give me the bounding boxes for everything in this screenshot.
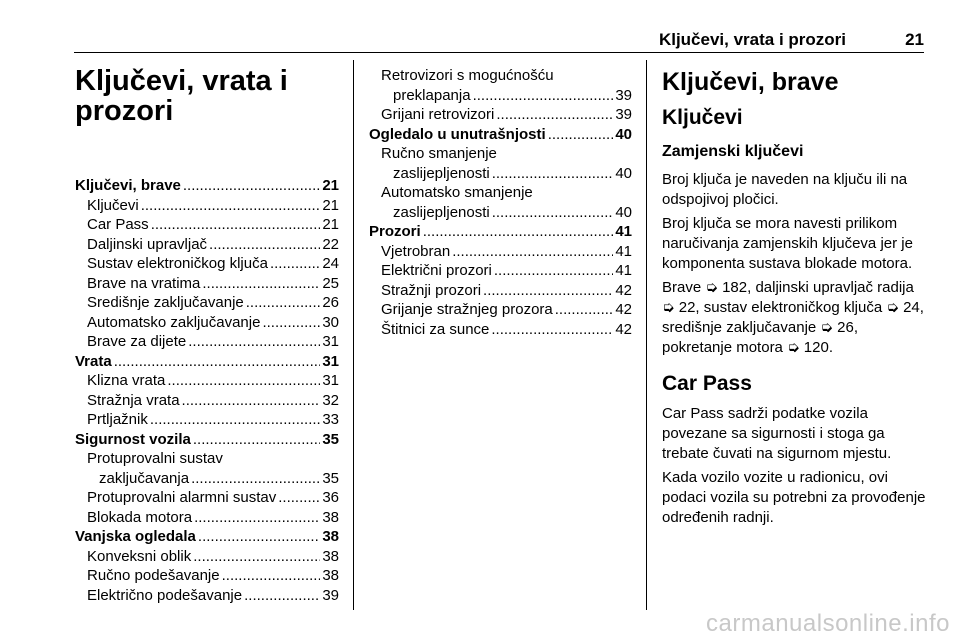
column-divider-right [646, 60, 647, 610]
toc-page-number: 42 [615, 320, 632, 338]
toc-leader-dots [262, 313, 320, 333]
toc-leader-dots [167, 371, 320, 391]
toc-leader-dots [202, 274, 320, 294]
running-title: Ključevi, vrata i prozori [658, 30, 846, 49]
toc-entry [369, 281, 632, 301]
paragraph-key-number: Broj ključa je naveden na ključu ili na odspojivoj pločici. [662, 171, 908, 208]
toc-entry [75, 332, 339, 352]
toc-entry [75, 254, 339, 274]
toc-page-number: 21 [322, 177, 339, 194]
toc-leader-dots [494, 261, 613, 281]
toc-page-number: 22 [322, 235, 339, 253]
toc-section-entry [75, 527, 339, 547]
toc-page-number: 38 [322, 567, 339, 584]
toc-page-number: 33 [322, 411, 339, 428]
paragraph-key-order: Broj ključa se mora navesti prilikom naručivanja zamjenskih ključeva jer je komponenta sustava blokade motora. [662, 215, 913, 272]
toc-leader-dots [150, 410, 320, 430]
toc-column-2 [369, 60, 632, 339]
toc-page-number: 31 [322, 372, 339, 389]
toc-page-number: 41 [615, 262, 632, 279]
toc-page-number: 39 [615, 106, 632, 123]
toc-leader-dots [270, 254, 320, 274]
toc-entry-line: Automatsko smanjenje [381, 184, 533, 201]
toc-leader-dots [183, 176, 320, 196]
toc-page-number: 40 [615, 203, 632, 221]
toc-entry [75, 313, 339, 333]
toc-entry-text: Daljinski upravljač [87, 235, 208, 253]
toc-page-number: 30 [322, 313, 339, 331]
toc-page-number: 21 [322, 216, 339, 233]
section-heading: Ključevi, brave [662, 68, 839, 96]
toc-page-number: 38 [322, 547, 339, 565]
content-column [662, 60, 930, 532]
paragraph-references: Brave ➭ 182, daljinski upravljač radija ➭ 22, sustav elektroničkog ključa ➭ 24, središnje zaključavanje ➭ 26, pokretanje motora ➭ 120. [662, 279, 924, 356]
toc-leader-dots [222, 566, 321, 586]
toc-entry [75, 449, 339, 488]
toc-page-number: 36 [322, 489, 339, 506]
toc-leader-dots [194, 508, 320, 528]
toc-page-number: 42 [615, 281, 632, 299]
paragraph-car-pass: Car Pass sadrži podatke vozila povezane sa sigurnosti i stoga ga trebate čuvati na sigurnom mjestu. [662, 405, 892, 462]
toc-leader-dots [423, 222, 614, 242]
toc-page-number: 40 [615, 164, 632, 182]
toc-entry-text: Blokada motora [87, 508, 193, 526]
toc-entry [75, 293, 339, 313]
toc-entry-text: Vanjska ogledala [75, 528, 196, 545]
toc-page-number: 21 [322, 196, 339, 214]
toc-column-1 [75, 60, 339, 605]
toc-leader-dots [492, 164, 614, 184]
toc-entry-text: Sigurnost vozila [75, 430, 191, 448]
toc-entry-text: zaslijepljenosti [393, 164, 490, 182]
toc-entry-text: Vrata [75, 352, 112, 370]
toc-page-number: 41 [615, 242, 632, 260]
toc-entry-text: Sustav elektroničkog ključa [87, 255, 268, 272]
toc-leader-dots [491, 320, 613, 340]
toc-entry-text: Električni prozori [381, 262, 492, 279]
toc-leader-dots [548, 125, 614, 145]
toc-leader-dots [193, 547, 320, 567]
toc-entry [75, 586, 339, 606]
toc-page-number: 35 [322, 430, 339, 448]
toc-entry [75, 566, 339, 586]
toc-entry-text: Ključevi, brave [75, 177, 181, 194]
toc-page-number: 31 [322, 352, 339, 370]
toc-leader-dots [246, 293, 321, 313]
toc-entry [369, 105, 632, 125]
toc-entry [369, 300, 632, 320]
toc-entry-text: Protuprovalni alarmni sustav [87, 489, 277, 506]
toc-page-number: 39 [322, 586, 339, 604]
toc-entry-text: Stražnji prozori [381, 281, 482, 299]
toc-entry-text: Brave na vratima [87, 274, 201, 292]
toc-section-entry [369, 222, 632, 242]
toc-leader-dots [244, 586, 320, 606]
toc-entry-text: Prozori [369, 223, 421, 240]
toc-leader-dots [473, 86, 614, 106]
toc-entry-text: preklapanja [393, 86, 471, 104]
toc-entry-text: Stražnja vrata [87, 391, 180, 409]
toc-entry-text: Konveksni oblik [87, 547, 192, 565]
car-pass-heading: Car Pass [662, 372, 752, 395]
chapter-title: Ključevi, vrata i prozori [75, 65, 288, 127]
toc-entry [369, 261, 632, 281]
toc-entry [75, 196, 339, 216]
toc-entry [369, 183, 632, 222]
toc-leader-dots [492, 203, 614, 223]
toc-page-number: 39 [615, 86, 632, 104]
toc-entry-line: Protuprovalni sustav [87, 450, 223, 467]
toc-page-number: 38 [322, 528, 339, 545]
toc-entry [369, 144, 632, 183]
toc-leader-dots [191, 469, 320, 489]
toc-list-2 [369, 66, 632, 339]
toc-leader-dots [141, 196, 321, 216]
toc-page-number: 38 [322, 508, 339, 526]
toc-leader-dots [452, 242, 613, 262]
page-header [74, 22, 924, 53]
toc-leader-dots [198, 527, 320, 547]
toc-page-number: 40 [615, 125, 632, 143]
toc-entry-line: Retrovizori s mogućnošću [381, 67, 554, 84]
toc-page-number: 42 [615, 301, 632, 318]
toc-entry-text: Štitnici za sunce [381, 320, 490, 338]
toc-page-number: 24 [322, 255, 339, 272]
toc-section-entry [75, 176, 339, 196]
toc-entry-text: Električno podešavanje [87, 586, 243, 604]
toc-page-number: 41 [615, 223, 632, 240]
toc-entry [75, 508, 339, 528]
toc-page-number: 26 [322, 294, 339, 311]
toc-entry-text: Automatsko zaključavanje [87, 313, 261, 331]
toc-entry-text: Ručno podešavanje [87, 567, 220, 584]
toc-entry-text: Grijanje stražnjeg prozora [381, 301, 553, 318]
toc-entry [75, 215, 339, 235]
toc-leader-dots [555, 300, 614, 320]
watermark: carmanualsonline.info [706, 610, 950, 637]
toc-page-number: 32 [322, 391, 339, 409]
toc-entry-text: zaslijepljenosti [393, 203, 490, 221]
toc-entry [75, 274, 339, 294]
subsection-heading: Ključevi [662, 106, 743, 129]
toc-leader-dots [114, 352, 321, 372]
subsubsection-heading: Zamjenski ključevi [662, 143, 804, 160]
toc-entry [75, 235, 339, 255]
toc-entry-text: Ogledalo u unutrašnjosti [369, 125, 546, 143]
toc-entry-text: zaključavanja [99, 469, 190, 487]
toc-section-entry [75, 430, 339, 450]
toc-leader-dots [188, 332, 320, 352]
paragraph-workshop: Kada vozilo vozite u radionicu, ovi podaci vozila su potrebni za provođenje određenih radnji. [662, 469, 926, 526]
toc-page-number: 25 [322, 274, 339, 292]
toc-entry-text: Car Pass [87, 216, 149, 233]
toc-entry [369, 242, 632, 262]
column-divider-left [353, 60, 354, 610]
toc-leader-dots [496, 105, 613, 125]
toc-entry [75, 488, 339, 508]
toc-entry-text: Vjetrobran [381, 242, 451, 260]
toc-entry-text: Brave za dijete [87, 333, 187, 350]
toc-entry-text: Ključevi [87, 196, 139, 214]
page-number: 21 [905, 30, 924, 49]
toc-entry-text: Klizna vrata [87, 372, 166, 389]
toc-leader-dots [193, 430, 320, 450]
toc-page-number: 35 [322, 469, 339, 487]
toc-entry-text: Središnje zaključavanje [87, 294, 244, 311]
toc-list-1 [75, 176, 339, 605]
toc-leader-dots [182, 391, 321, 411]
toc-entry [369, 66, 632, 105]
toc-leader-dots [278, 488, 320, 508]
toc-section-entry [75, 352, 339, 372]
toc-section-entry [369, 125, 632, 145]
toc-leader-dots [151, 215, 321, 235]
toc-entry-line: Ručno smanjenje [381, 145, 497, 162]
toc-entry [369, 320, 632, 340]
toc-entry [75, 547, 339, 567]
toc-entry [75, 410, 339, 430]
toc-page-number: 31 [322, 333, 339, 350]
toc-entry-text: Prtljažnik [87, 411, 148, 428]
toc-leader-dots [209, 235, 320, 255]
toc-entry [75, 391, 339, 411]
toc-entry-text: Grijani retrovizori [381, 106, 495, 123]
toc-entry [75, 371, 339, 391]
toc-leader-dots [483, 281, 613, 301]
